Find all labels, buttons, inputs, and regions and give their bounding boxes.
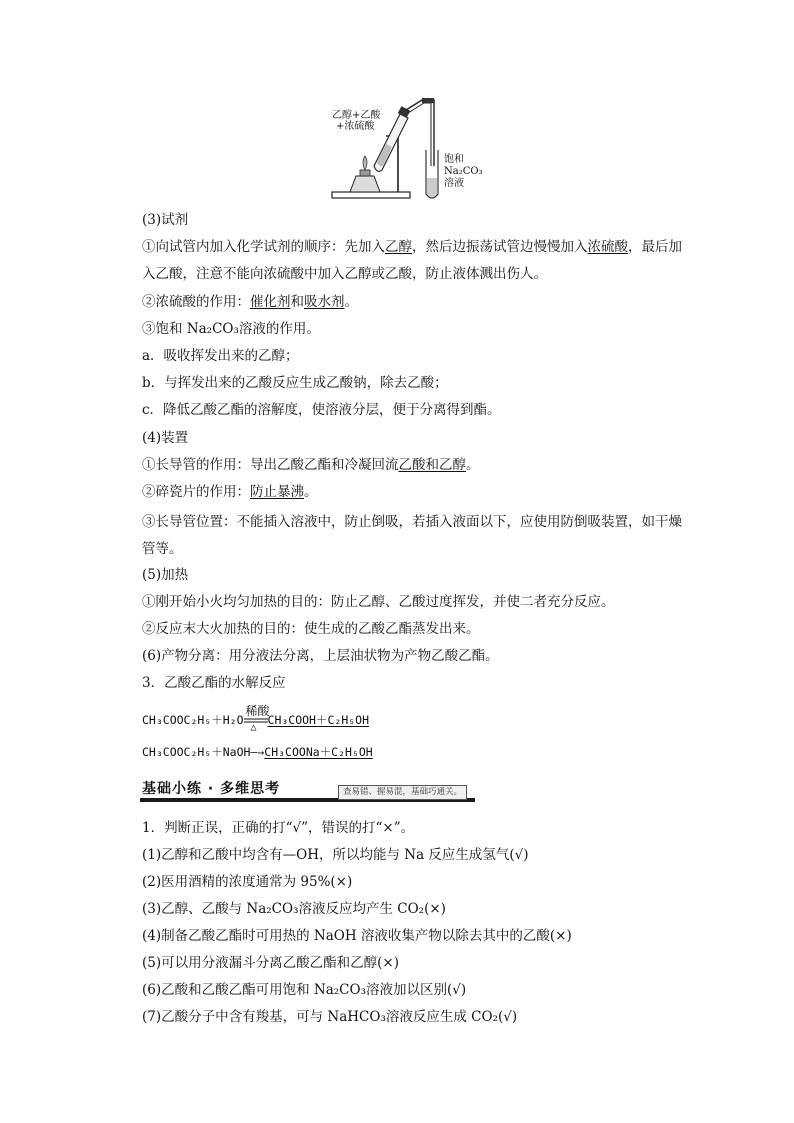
exercise-item-7: (7)乙酸分子中含有羧基，可与 NaHCO₃溶液反应生成 CO₂(√) [142, 1009, 518, 1025]
long-tube-position: ③长导管位置：不能插入溶液中，防止倒吸，若插入液面以下，应使用防倒吸装置，如干燥管等。 [142, 514, 682, 557]
figure-label-saturated: 饱和 [444, 154, 464, 165]
eq1-reactants: CH₃COOC₂H₅＋H₂O [142, 713, 244, 727]
exercise-intro: 1．判断正误，正确的打“√”，错误的打“×”。 [142, 820, 415, 836]
reagents-order-text-1: ①向试管内加入化学试剂的顺序：先加入 [142, 239, 385, 255]
hydrolysis-acid-equation [142, 703, 702, 733]
hydrolysis-base-equation [142, 742, 702, 762]
reagents-order-text-3: ，最后加入乙酸，注意不能向浓硫酸中加入乙醇或乙酸，防止液体溅出伤人。 [142, 239, 682, 282]
long-tube-role-text: ①长导管的作用：导出乙酸乙酯和冷凝回流 [142, 457, 399, 473]
period-text: 。 [304, 484, 318, 500]
porcelain-chips-text: ②碎瓷片的作用： [142, 484, 250, 500]
na2co3-role-c: c．降低乙酸乙酯的溶解度，使溶液分层，便于分离得到酯。 [142, 402, 501, 418]
period-text: 。 [344, 294, 358, 310]
eq1-products: CH₃COOH＋C₂H₅OH [267, 713, 370, 727]
long-tube-role [142, 455, 702, 475]
reagents-order-text-2: ，然后边振荡试管边慢慢加入 [412, 239, 588, 255]
banner-title: 基础小练 · 多维思考 [142, 781, 281, 797]
eq1-condition-heat: △ [250, 721, 257, 733]
porcelain-chips-role [142, 482, 702, 502]
figure-label-catalyst: +浓硫酸 [336, 121, 375, 132]
heating-high-fire: ②反应末大火加热的目的：使生成的乙酸乙酯蒸发出来。 [142, 621, 480, 637]
section-reagents-heading: (3)试剂 [142, 212, 189, 228]
period-text: 。 [466, 457, 480, 473]
eq1-condition-dilute-acid: 稀酸 [245, 703, 270, 718]
eq1-condition-arrow [244, 703, 270, 733]
exercise-item-3: (3)乙醇、乙酸与 Na₂CO₃溶液反应均产生 CO₂(×) [142, 901, 446, 917]
banner-tagline: 查易错、握易混，基础巧通关。 [338, 785, 467, 800]
na2co3-role-a: a．吸收挥发出来的乙醇； [142, 348, 299, 364]
answer-acid-and-ethanol: 乙酸和乙醇 [398, 457, 466, 473]
exercise-item-2: (2)医用酒精的浓度通常为 95%(×) [142, 874, 353, 890]
sulfuric-acid-role-text: ②浓硫酸的作用： [142, 294, 250, 310]
hydrolysis-heading: 3．乙酸乙酯的水解反应 [142, 675, 286, 691]
eq2-reactants: CH₃COOC₂H₅＋NaOH—→ [142, 745, 265, 759]
reagents-order-paragraph [142, 234, 682, 288]
section-heating-heading: (5)加热 [142, 567, 189, 583]
exercise-item-6: (6)乙酸和乙酸乙酯可用饱和 Na₂CO₃溶液加以区别(√) [142, 982, 467, 998]
section-apparatus-heading: (4)装置 [142, 430, 189, 446]
answer-ethanol: 乙醇 [385, 239, 412, 255]
answer-prevent-bumping: 防止暴沸 [250, 484, 304, 500]
sulfuric-acid-role [142, 292, 702, 312]
eq2-products: CH₃COONa＋C₂H₅OH [264, 745, 373, 759]
answer-catalyst: 催化剂 [250, 294, 291, 310]
na2co3-role-b: b．与挥发出来的乙酸反应生成乙酸钠，除去乙酸； [142, 375, 448, 391]
exercise-item-4: (4)制备乙酸乙酯时可用热的 NaOH 溶液收集产物以除去其中的乙酸(×) [142, 928, 572, 944]
esterification-apparatus-figure [330, 96, 483, 204]
na2co3-role-heading: ③饱和 Na₂CO₃溶液的作用。 [142, 321, 320, 337]
heating-low-fire: ①刚开始小火均匀加热的目的：防止乙醇、乙酸过度挥发，并使二者充分反应。 [142, 594, 615, 610]
exercise-item-5: (5)可以用分液漏斗分离乙酸乙酯和乙醇(×) [142, 955, 399, 971]
answer-sulfuric-acid: 浓硫酸 [587, 239, 628, 255]
conjunction-text: 和 [290, 294, 304, 310]
figure-label-na2co3: Na₂CO₃ [444, 166, 483, 177]
product-separation: (6)产物分离：用分液法分离，上层油状物为产物乙酸乙酯。 [142, 648, 499, 664]
figure-label-reactants: 乙醇+乙酸 [332, 110, 381, 121]
practice-section-banner [140, 776, 475, 802]
figure-label-solution: 溶液 [444, 178, 464, 189]
answer-dehydrating-agent: 吸水剂 [304, 294, 345, 310]
exercise-item-1: (1)乙醇和乙酸中均含有—OH，所以均能与 Na 反应生成氢气(√) [142, 847, 529, 863]
